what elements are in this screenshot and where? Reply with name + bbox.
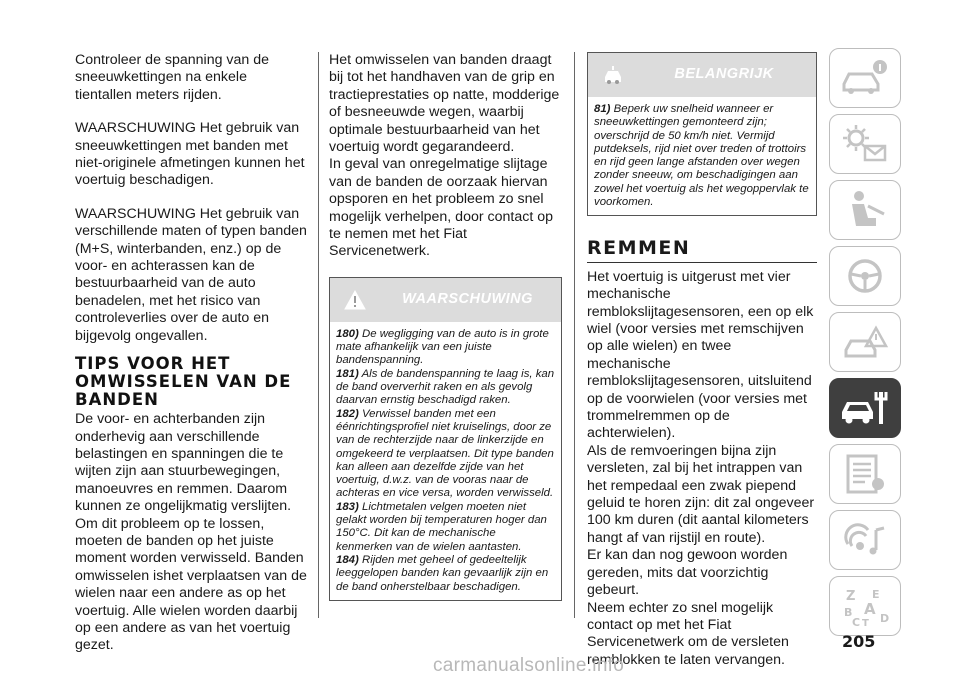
item-number: 182) (336, 407, 359, 420)
item-number: 180) (336, 327, 359, 340)
warning-triangle-icon (344, 290, 366, 310)
steering-wheel-icon (838, 254, 892, 298)
warning-item (336, 554, 555, 594)
paragraph: Er kan dan nog gewoon worden gereden, mits dat voorzichtig gebeurt. (587, 547, 788, 599)
paragraph: In geval van onregelmatige slijtage van de banden de oorzaak hiervan opsporen en het probleem zo snel mogelijk verhelpen, door contact op te nemen met het Fiat Servicenetwerk. (329, 156, 553, 260)
column-1 (75, 52, 307, 655)
paragraph: Neem echter zo snel mogelijk contact op met het Fiat Servicenetwerk om de versleten remblokken te laten vervangen. (587, 599, 789, 668)
paragraph: Het omwisselen van banden draagt bij tot het handhaven van de grip en tractieprestaties op natte, modderige of besneeuwde wegen, waarbij optimale bestuurbaarheid van het voertuig wordt gegarandeerd. (329, 52, 560, 156)
column-3 (587, 52, 817, 669)
important-title: BELANGRIJK (674, 66, 774, 82)
paragraph: WAARSCHUWING Het gebruik van verschillende maten of typen banden (M+S, winterbanden, enz.) op de voor- en achterassen kan de bestuurbaarheid van de auto benadelen, met het risico van controleverlies over de auto en bijgevolg ongevallen. (75, 205, 307, 344)
tab-multimedia[interactable] (829, 510, 901, 570)
item-text: Verwissel banden met een éénrichtingsprofiel niet kruiselings, door ze van de rechterzijde naar de linkerzijde en omgekeerd te verplaatsen. Dit type banden kan alleen aan dezelfde zijde van het voertuig, d.w.z. van de vooras naar de achteras en vice versa, worden verwisseld. (336, 407, 554, 500)
index-letter: Z (846, 589, 856, 604)
warning-lights-icon (838, 122, 892, 166)
item-number: 181) (336, 367, 359, 380)
important-item (594, 103, 810, 209)
index-letter: A (864, 600, 876, 618)
index-letter: T (862, 618, 869, 628)
index-letter: E (872, 588, 880, 601)
chapter-sidebar (829, 48, 901, 642)
warning-item (336, 501, 555, 554)
warning-item (336, 368, 555, 408)
paragraph: Om dit probleem op te lossen, moeten de banden op het juiste moment worden verwisseld. Banden omwisselen ishet verplaatsen van de wielen naar een andere as op het voertuig. Alle wielen worden daarbij op een andere as van het voertuig gezet. (75, 515, 307, 654)
important-list (588, 97, 816, 215)
important-header (588, 53, 816, 97)
tab-technical-data[interactable] (829, 444, 901, 504)
paragraph: Het voertuig is uitgerust met vier mechanische remblokslijtagesensoren, een op elk wiel (voor versies met remschijven op alle wielen) en twee mechanische remblokslijtagesensoren, uitsluitend op de voorwielen (voor versies met trommelremmen op de achterwielen). (587, 268, 814, 442)
item-text: Als de bandenspanning te laag is, kan de band oververhit raken en als gevolg daarvan ernstig beschadigd raken. (336, 367, 555, 407)
car-breakdown-icon (838, 320, 892, 364)
item-number: 81) (594, 103, 611, 115)
warning-title: WAARSCHUWING (402, 290, 533, 307)
car-info-icon (838, 56, 892, 100)
column-divider (318, 52, 319, 618)
car-maintenance-icon (838, 386, 892, 430)
warning-list (330, 322, 561, 600)
page-number: 205 (842, 632, 876, 651)
paragraph: De voor- en achterbanden zijn onderhevig aan verschillende belastingen en spanningen die te wijten zijn aan stuurbewegingen, manoeuvres en remmen. Daarom kunnen ze ongelijkmatig verslijten. (75, 411, 292, 515)
item-text: Lichtmetalen velgen moeten niet gelakt worden bij temperaturen hoger dan 150°C. Dit kan de mechanische kenmerken van de wielen aantasten. (336, 500, 547, 553)
warning-item (336, 408, 555, 501)
tab-breakdown[interactable] (829, 312, 901, 372)
item-text: De wegligging van de auto is in grote mate afhankelijk van een juiste bandenspanning. (336, 327, 549, 367)
seat-safety-icon (838, 188, 892, 232)
index-letter: C (852, 616, 861, 628)
tab-warning-lights[interactable] (829, 114, 901, 174)
warning-item (336, 328, 555, 368)
tab-alphabetical-index[interactable] (829, 576, 901, 636)
car-warning-icon (602, 65, 624, 85)
important-box (587, 52, 817, 216)
section-heading-tires: TIPS VOOR HET OMWISSELEN VAN DE BANDEN (75, 354, 292, 410)
tab-car-info[interactable] (829, 48, 901, 108)
alphabetical-index-icon (838, 584, 892, 628)
section-heading-brakes: REMMEN (587, 240, 817, 262)
column-divider (574, 52, 575, 618)
item-text: Beperk uw snelheid wanneer er sneeuwkettingen gemonteerd zijn; overschrijd de 50 km/h niet. Vermijd putdeksels, rijd niet over treden of trottoirs en rijd geen lange afstanden over wegen zonder sneeuw, om beschadigingen aan zowel het voertuig als het wegoppervlak te voorkomen. (594, 103, 809, 209)
warning-box (329, 277, 562, 601)
multimedia-icon (838, 518, 892, 562)
technical-data-icon (838, 452, 892, 496)
index-letter: B (844, 606, 853, 619)
tab-maintenance[interactable] (829, 378, 901, 438)
item-number: 183) (336, 500, 359, 513)
column-2 (329, 52, 562, 601)
paragraph: Controleer de spanning van de sneeuwkettingen na enkele tientallen meters rijden. (75, 52, 270, 103)
watermark: carmanualsonline.info (433, 655, 625, 676)
tab-steering-wheel[interactable] (829, 246, 901, 306)
index-letter: D (880, 612, 890, 625)
warning-header (330, 278, 561, 322)
tab-seat-safety[interactable] (829, 180, 901, 240)
paragraph: Als de remvoeringen bijna zijn versleten, zal bij het intrappen van het rempedaal een zwak piepend geluid te horen zijn: dit zal ongeveer 100 km duren (dit aantal kilometers hangt af van rijstijl en route). (587, 442, 815, 546)
item-number: 184) (336, 553, 359, 566)
paragraph: WAARSCHUWING Het gebruik van sneeuwkettingen met banden met niet-originele afmetingen kunnen het voertuig beschadigen. (75, 120, 305, 189)
item-text: Rijden met geheel of gedeeltelijk leeggelopen banden kan gevaarlijk zijn en de band onherstelbaar beschadigen. (336, 553, 549, 593)
